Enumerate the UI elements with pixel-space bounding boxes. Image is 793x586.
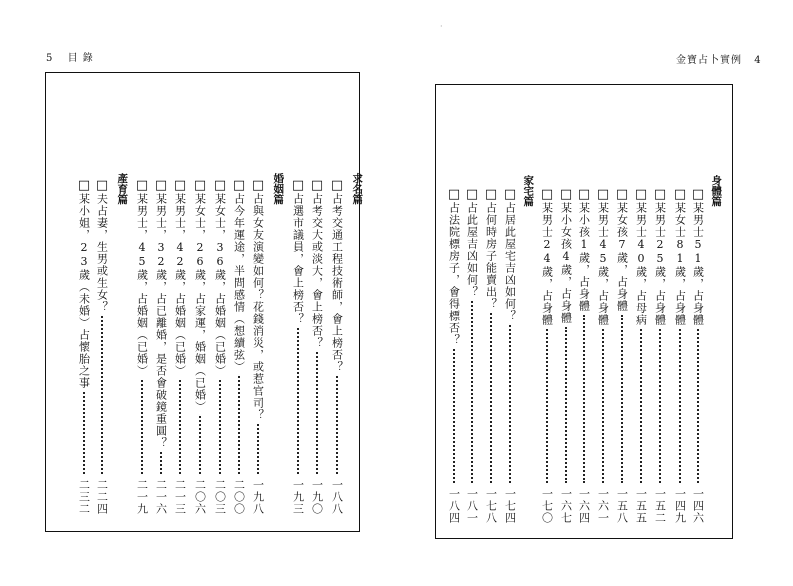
toc-page-number: 一六七 [559,488,573,524]
checkbox-icon: □ [447,187,461,202]
leader-dots [199,416,201,474]
toc-entry-text: 占選市議員，會上榜否？ [291,193,305,325]
toc-page-number: 二〇〇 [232,479,246,515]
right-header-title: 金寶占卜實例 [676,55,742,66]
toc-entry[interactable] [93,73,111,531]
toc-page-number: 一五二 [653,488,667,524]
left-toc-box [45,72,364,532]
toc-entry-text: 占考交通工程技術師，會上榜否？ [330,193,344,373]
toc-entry-text: 某女士，26歲，占家運，婚姻（已婚） [193,193,207,413]
section-title-text: 產育篇 [116,173,129,205]
toc-entry[interactable] [152,73,170,531]
section-title [348,73,366,531]
leader-dots [583,315,585,483]
toc-entry-text: 占法院標房子，會得標否？ [447,202,461,346]
toc-entry[interactable] [594,85,612,538]
checkbox-icon: □ [173,178,187,193]
left-header-title: 目 錄 [67,53,94,64]
toc-page-number: 一七八 [484,488,498,524]
toc-entry[interactable] [445,85,463,538]
checkbox-icon: □ [484,187,498,202]
checkbox-icon: □ [95,178,109,193]
checkbox-icon: □ [540,187,554,202]
section-title [269,73,287,531]
toc-entry-text: 某男士，42歲，占婚姻（已婚） [173,193,187,377]
leader-dots [546,329,548,483]
scan-mark: · [440,22,443,31]
leader-dots [602,329,604,483]
toc-page-number: 二一六 [154,479,168,515]
leader-dots [565,327,567,483]
toc-entry[interactable] [75,73,93,531]
section-title-text: 求名篇 [351,173,364,205]
toc-page-number: 二二四 [95,479,109,515]
toc-page-number: 一九三 [291,479,305,515]
toc-entry[interactable] [249,73,267,531]
toc-entry-text: 占此屋吉凶如何？ [465,202,479,298]
toc-entry[interactable] [191,73,209,531]
right-header-page-number: 4 [754,55,762,66]
toc-entry-text: 某男士45歲，占身體 [596,202,610,326]
toc-entry[interactable] [289,73,307,531]
checkbox-icon: □ [330,178,344,193]
toc-entry[interactable] [171,73,189,531]
leader-dots [179,380,181,474]
checkbox-icon: □ [503,187,517,202]
section-title [707,85,725,538]
leader-dots [453,349,455,483]
toc-entry-text: 某女士81歲，占身體 [673,202,687,326]
toc-entry[interactable] [501,85,519,538]
toc-page-number: 一五八 [615,488,629,524]
toc-page-number: 一九八 [251,479,265,515]
leader-dots [297,328,299,474]
left-header [46,49,94,64]
checkbox-icon: □ [634,187,648,202]
leader-dots [160,452,162,474]
checkbox-icon: □ [691,187,705,202]
toc-entry-text: 某男士，45歲，占婚姻（已婚） [135,193,149,377]
toc-entry-text: 占何時房子能賣出？ [484,202,498,310]
toc-entry-text: 某女士，36歲，占婚姻（已婚） [213,193,227,377]
toc-entry-text: 某女孩7歲，占身體 [615,202,629,312]
checkbox-icon: □ [154,178,168,193]
toc-entry[interactable] [689,85,707,538]
toc-entry-text: 占今年運途，半問感情（想續弦） [232,193,246,373]
leader-dots [316,352,318,474]
toc-entry-text: 某男士，32歲，占已離婚，是否會破鏡重圓？ [154,193,168,449]
toc-entry[interactable] [557,85,575,538]
leader-dots [659,329,661,483]
checkbox-icon: □ [465,187,479,202]
toc-page-number: 一四六 [691,488,705,524]
leader-dots [238,376,240,474]
toc-page-number: 二〇六 [193,479,207,515]
toc-entry-text: 某小姐，23歲（未婚）占懷胎之事 [77,193,91,389]
toc-page-number: 二三二 [77,479,91,515]
checkbox-icon: □ [251,178,265,193]
toc-entry[interactable] [230,73,248,531]
toc-entry[interactable] [308,73,326,531]
leader-dots [621,315,623,483]
checkbox-icon: □ [653,187,667,202]
toc-entry[interactable] [651,85,669,538]
checkbox-icon: □ [213,178,227,193]
leader-dots [490,313,492,483]
right-header [676,51,762,66]
toc-entry[interactable] [575,85,593,538]
leader-dots [83,392,85,474]
toc-page-number: 一八四 [447,488,461,524]
section-title-text: 婚姻篇 [272,173,285,205]
toc-entry-text: 某小孩1歲，占身體 [577,202,591,312]
leader-dots [336,376,338,474]
leader-dots [679,329,681,483]
toc-entry[interactable] [482,85,500,538]
section-title [519,85,537,538]
toc-entry-text: 某男士51歲，占身體 [691,202,705,326]
left-header-page-number: 5 [46,53,54,64]
toc-page-number: 一九〇 [310,479,324,515]
toc-page-number: 一八八 [330,479,344,515]
checkbox-icon: □ [77,178,91,193]
section-title-text: 身體篇 [710,175,723,207]
toc-page-number: 二一九 [135,479,149,515]
leader-dots [697,329,699,483]
checkbox-icon: □ [291,178,305,193]
section-title-text: 家宅篇 [522,175,535,207]
toc-page-number: 一八一 [465,488,479,524]
toc-entry-text: 夫占妻，生男或生女？ [95,193,109,313]
leader-dots [257,424,259,474]
toc-page-number: 一六四 [577,488,591,524]
toc-page-number: 二〇三 [213,479,227,515]
toc-page-number: 二一三 [173,479,187,515]
toc-page-number: 一四九 [673,488,687,524]
checkbox-icon: □ [559,187,573,202]
toc-entry-text: 某男士40歲，占母病 [634,202,648,326]
leader-dots [509,325,511,483]
toc-entry[interactable] [613,85,631,538]
leader-dots [219,380,221,474]
toc-entry[interactable] [328,73,346,531]
toc-entry-text: 某男士24歲，占身體 [540,202,554,326]
section-title [113,73,131,531]
checkbox-icon: □ [615,187,629,202]
right-toc-box [435,84,733,539]
toc-page-number: 一七四 [503,488,517,524]
leader-dots [471,301,473,483]
checkbox-icon: □ [135,178,149,193]
toc-entry[interactable] [671,85,689,538]
toc-page-number: 一六一 [596,488,610,524]
toc-entry[interactable] [632,85,650,538]
leader-dots [141,380,143,474]
checkbox-icon: □ [193,178,207,193]
toc-entry-text: 某小女孩4歲，占身體 [559,202,573,324]
checkbox-icon: □ [232,178,246,193]
toc-entry-text: 占居此屋宅吉凶如何？ [503,202,517,322]
toc-page-number: 一五五 [634,488,648,524]
checkbox-icon: □ [596,187,610,202]
toc-entry-text: 占與女友演變如何？花錢消災，或惹官司？ [251,193,265,421]
leader-dots [101,316,103,474]
toc-entry-text: 某男士25歲，占身體 [653,202,667,326]
toc-entry[interactable] [463,85,481,538]
checkbox-icon: □ [673,187,687,202]
toc-page-number: 一七〇 [540,488,554,524]
leader-dots [640,329,642,483]
toc-entry[interactable] [211,73,229,531]
toc-entry[interactable] [133,73,151,531]
checkbox-icon: □ [577,187,591,202]
checkbox-icon: □ [310,178,324,193]
toc-entry[interactable] [538,85,556,538]
toc-entry-text: 占考交大或淡大，會上榜否？ [310,193,324,349]
